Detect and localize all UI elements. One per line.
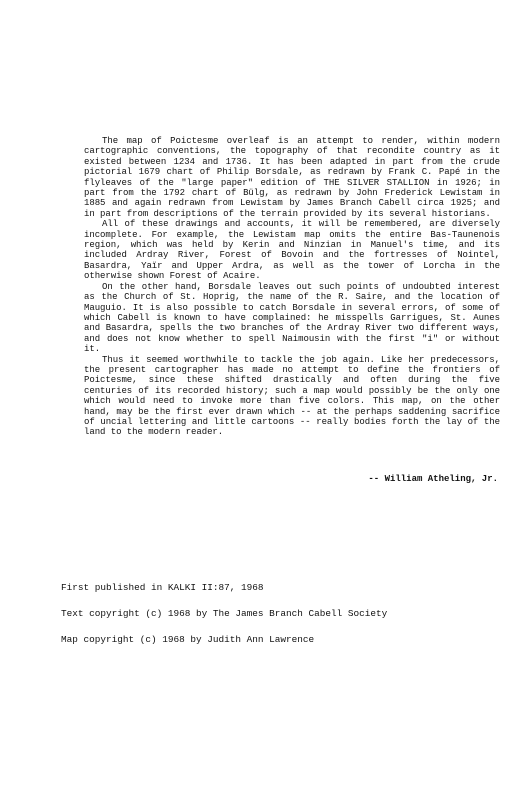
author-signature: -- William Atheling, Jr. (368, 474, 498, 484)
text-copyright-line: Text copyright (c) 1968 by The James Branch Cabell Society (61, 608, 388, 619)
map-introduction-essay (84, 136, 500, 438)
first-published-line: First published in KALKI II:87, 1968 (61, 582, 264, 593)
essay-paragraph: All of these drawings and accounts, it will be remembered, are diversely incomplete. For example, the Lewistam map omits the entire Bas-Taunenois region, which was held by Kerin and Ninzian in Manuel's time, and its included Ardray River, Forest of Bovoin and the fortresses of Nointel, Basardra, Yaïr and Upper Ardra, as well as the tower of Lorcha in the otherwise shown Forest of Acaire. (84, 219, 500, 282)
map-copyright-line: Map copyright (c) 1968 by Judith Ann Lawrence (61, 634, 315, 645)
essay-paragraph: Thus it seemed worthwhile to tackle the job again. Like her predecessors, the present cartographer has made no attempt to define the frontiers of Poictesme, since these shifted drastically and often during the five centuries of its recorded history; such a map would possibly be the only one which would need to invoke more than five colors. This map, on the other hand, may be the first ever drawn which -- at the perhaps saddening sacrifice of uncial lettering and little cartoons -- really bodies forth the lay of the land to the modern reader. (84, 354, 500, 438)
essay-paragraph: The map of Poictesme overleaf is an attempt to render, within modern cartographic conventions, the topography of that recondite country as it existed between 1234 and 1736. It has been adapted in part from the crude pictorial 1679 chart of Philip Borsdale, as redrawn by Frank C. Papé in the flyleaves of the "large paper" edition of THE SILVER STALLION in 1926; in part from the 1792 chart of Bülg, as redrawn by John Frederick Lewistam in 1885 and again redrawn from Lewistam by James Branch Cabell circa 1925; and in part from descriptions of the terrain provided by its several historians. (84, 136, 500, 219)
essay-paragraph: On the other hand, Borsdale leaves out such points of undoubted interest as the Church of St. Hoprig, the name of the R. Saire, and the location of Mauguio. It is also possible to catch Borsdale in several errors, of some of which Cabell is known to have complained: he misspells Garrigues, St. Aunes and Basardra, spells the two branches of the Ardray River two different ways, and does not know whether to spell Naimousin with the first "i" or without it. (84, 281, 500, 355)
colophon (61, 582, 501, 660)
